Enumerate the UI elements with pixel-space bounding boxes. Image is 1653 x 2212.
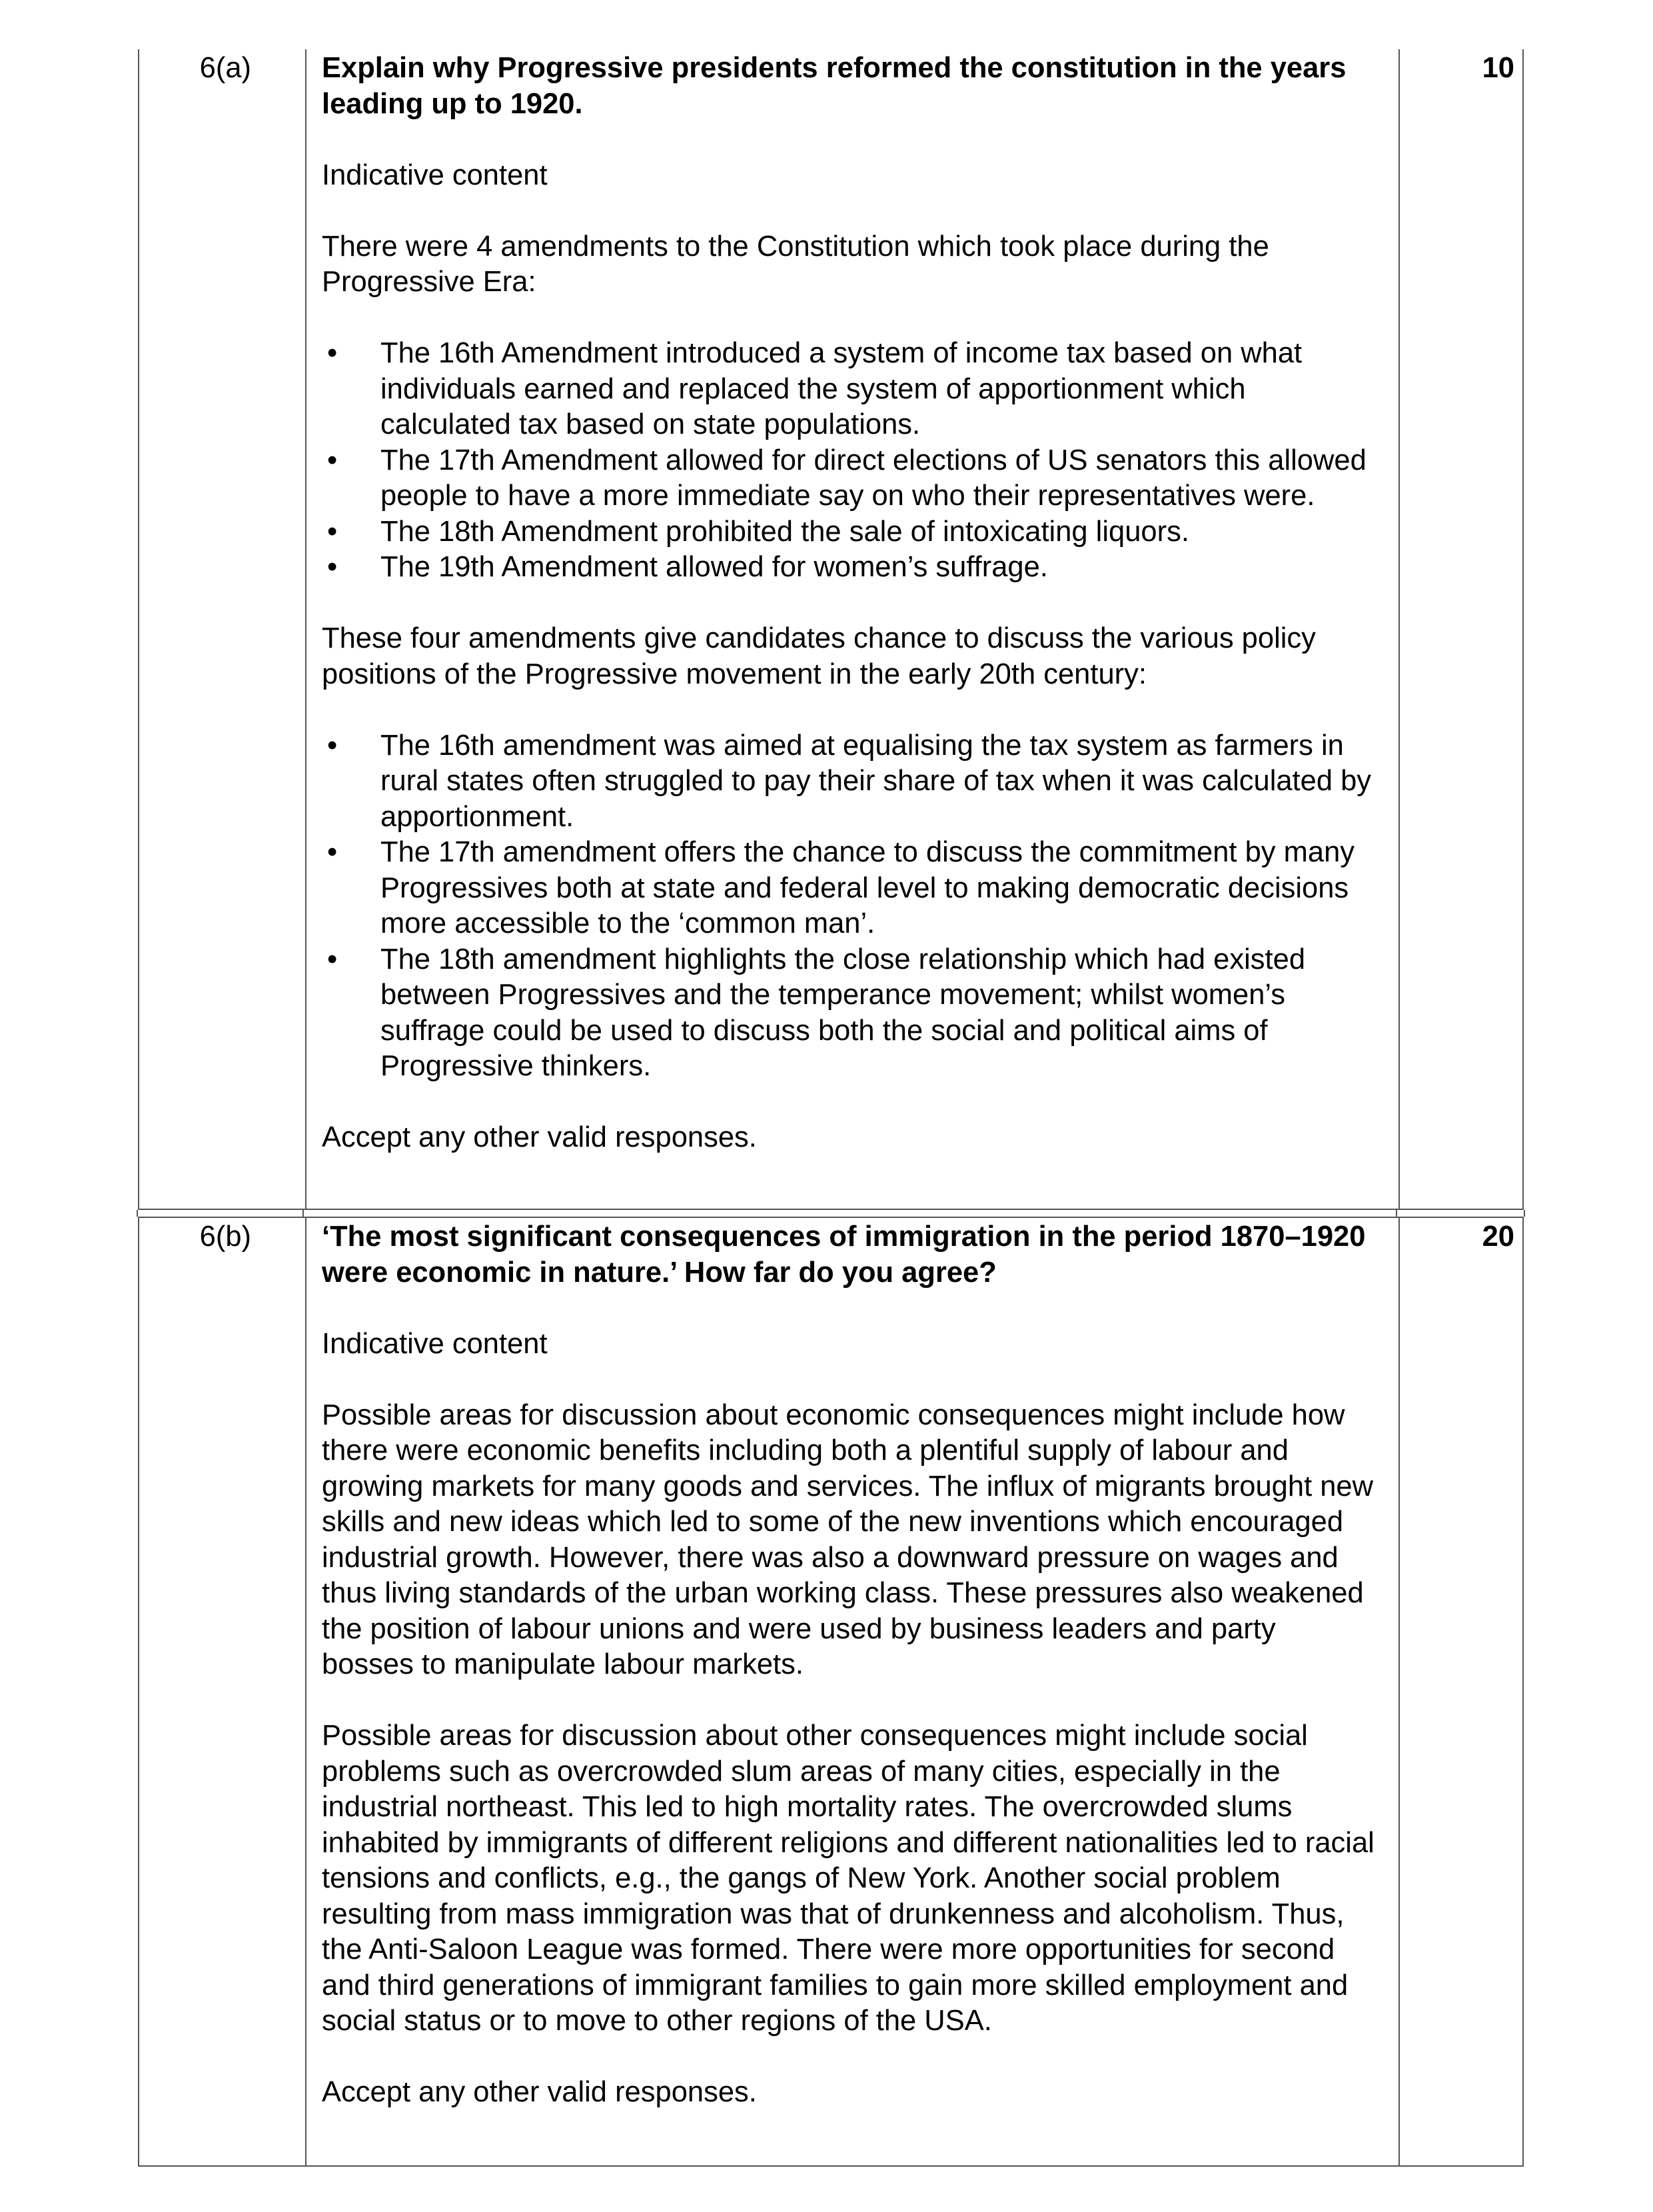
column-divider [305, 1218, 306, 2165]
question-marks: 20 [1482, 1221, 1514, 1253]
list-item: • The 18th amendment highlights the close relationship which had existed between Progressives and the temperance movement; whilst women’s suffrage could be used to discuss both the social and political aims of Progressive thinkers. [327, 943, 1306, 1082]
bullet-icon: • [327, 836, 338, 868]
list-item: • The 16th amendment was aimed at equalising the tax system as farmers in rural states often struggled to pay their share of tax when it was calculated by apportionment. [327, 729, 1372, 833]
body-paragraph: Possible areas for discussion about economic consequences might include how there were economic benefits including both a plentiful supply of labour and growing markets for many goods and services. The influx of migrants brought new skills and new ideas which led to some of the new inventions which encouraged industrial growth. However, there was also a downward pressure on wages and thus living standards of the urban working class. These pressures also weakened the position of labour unions and were used by business leaders and party bosses to manipulate labour markets. [322, 1398, 1374, 1680]
question-text: Explain why Progressive presidents reformed the constitution in the years leading up to 1920. [322, 52, 1347, 120]
indicative-heading: Indicative content [322, 1327, 548, 1360]
column-divider [1398, 1218, 1400, 2165]
bullet-icon: • [327, 515, 338, 548]
question-content [322, 51, 1375, 1156]
bullet-icon: • [327, 551, 338, 583]
body-paragraph: Possible areas for discussion about other consequences might include social problems such as overcrowded slum areas of many cities, especially in the industrial northeast. This led to high mortality rates. The overcrowded slums inhabited by immigrants of different religions and different nationalities led to racial tensions and conflicts, e.g., the gangs of New York. Another social problem resulting from mass immigration was that of drunkenness and alcoholism. Thus, the Anti-Saloon League was formed. There were more opportunities for second and third generations of immigrant families to gain more skilled employment and social status or to move to other regions of the USA. [322, 1720, 1375, 2037]
list-item: • The 19th Amendment allowed for women’s suffrage. [322, 550, 1375, 586]
column-divider [1398, 49, 1400, 1209]
bullet-icon: • [327, 943, 338, 975]
indicative-heading: Indicative content [322, 159, 548, 191]
accept-note: Accept any other valid responses. [322, 1121, 757, 1153]
question-number: 6(a) [199, 52, 251, 84]
policy-list [322, 728, 1375, 1085]
list-item: • The 16th Amendment introduced a system of income tax based on what individuals earned and replaced the system of apportionment which calculated tax based on state populations. [327, 337, 1303, 440]
question-row-6a [138, 49, 1524, 1209]
list-item: • The 18th Amendment prohibited the sale of intoxicating liquors. [322, 514, 1375, 550]
question-marks: 10 [1482, 52, 1514, 84]
list-item: • The 17th amendment offers the chance to discuss the commitment by many Progressives both at state and federal level to making democratic decisions more accessible to the ‘common man’. [327, 836, 1355, 939]
bullet-icon: • [327, 729, 338, 762]
question-text: ‘The most significant consequences of immigration in the period 1870–1920 were economic in nature.’ How far do you agree? [322, 1221, 1366, 1289]
bullet-icon: • [327, 337, 338, 369]
accept-note: Accept any other valid responses. [322, 2076, 757, 2108]
table-bottom-border [138, 2165, 1524, 2167]
body-paragraph: These four amendments give candidates chance to discuss the various policy positions of the Progressive movement in the early 20th century: [322, 622, 1316, 690]
bullet-icon: • [327, 444, 338, 476]
question-row-6b [138, 1218, 1524, 2165]
question-number: 6(b) [199, 1221, 251, 1253]
intro-paragraph: There were 4 amendments to the Constitution which took place during the Progressive Era: [322, 230, 1269, 298]
list-item: • The 17th Amendment allowed for direct elections of US senators this allowed people to have a more immediate say on who their representatives were. [327, 444, 1367, 512]
row-separator [138, 1209, 1524, 1218]
column-divider [305, 49, 306, 1209]
amendments-list [322, 336, 1375, 586]
question-content [322, 1219, 1375, 2111]
